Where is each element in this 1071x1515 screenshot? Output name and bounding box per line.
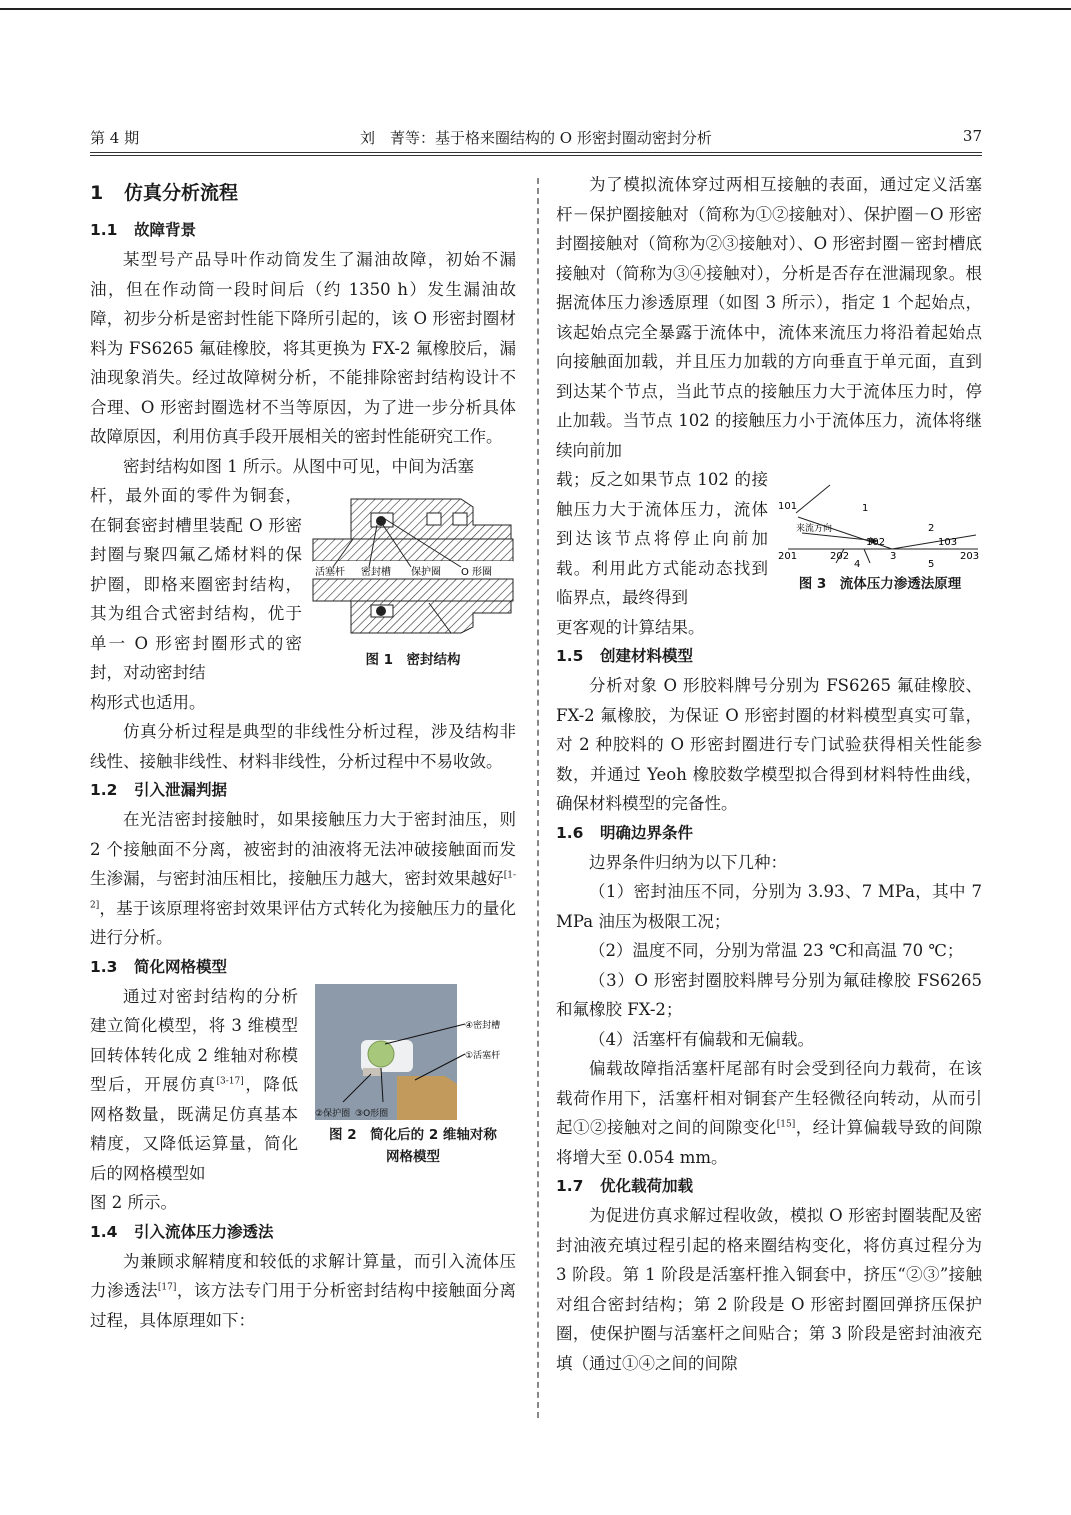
subsection-heading-1-7: 1.7 优化载荷加载 <box>556 1177 694 1195</box>
fluid-penetration-diagram <box>778 475 982 569</box>
paragraph-fluid-penetration: 为兼顾求解精度和较低的求解计算量，而引入流体压力渗透法[17]，该方法专门用于分析密封结构中接触面分离过程，具体原理如下： <box>90 1251 517 1330</box>
svg-text:1: 1 <box>862 503 869 514</box>
svg-text:201: 201 <box>778 551 798 562</box>
fig1-label-o-ring: O 形圈 <box>461 567 493 578</box>
svg-text:203: 203 <box>960 551 980 562</box>
subsection-heading-1-2: 1.2 引入泄漏判据 <box>90 781 228 799</box>
subsection-heading-1-3: 1.3 简化网格模型 <box>90 957 228 976</box>
fig1-label-guard-ring: 保护圈 <box>411 567 441 578</box>
seal-structure-diagram <box>311 495 515 635</box>
list-item-4: （4）活塞杆有偏载和无偏载。 <box>589 1029 814 1049</box>
paragraph-boundary-intro: 边界条件归纳为以下几种： <box>589 852 787 872</box>
svg-text:202: 202 <box>830 551 850 562</box>
paragraph-contact-pairs-end: 更客观的计算结果。 <box>556 617 705 637</box>
running-title: 刘 菁等：基于格来圈结构的 O 形密封圈动密封分析 <box>360 129 712 147</box>
column-divider <box>537 178 539 1418</box>
figure-1 <box>310 495 516 671</box>
citation: [3-17] <box>216 1076 244 1087</box>
figure1-wrap <box>90 481 516 688</box>
fig2-label-seal-groove: ④密封槽 <box>465 1020 501 1031</box>
svg-text:102: 102 <box>866 537 886 548</box>
svg-text:3: 3 <box>890 551 897 562</box>
subsection-heading-1-4: 1.4 引入流体压力渗透法 <box>90 1222 274 1241</box>
svg-text:来流方向: 来流方向 <box>796 524 833 534</box>
fig1-label-piston-rod: 活塞杆 <box>315 567 345 578</box>
left-column <box>90 170 516 1335</box>
paragraph-contact-pairs: 为了模拟流体穿过两相互接触的表面，通过定义活塞杆－保护圈接触对（简称为①②接触对）、保护圈－O 形密封圈接触对（简称为②③接触对）、O 形密封圈－密封槽底接触对（简称为③④接触对），分析是否存在泄漏现象。根据流体压力渗透原理（如图 3 所示），指定 1 个起始点，该起始点完全暴露于流体中，流体来流压力将沿着起始点向接触面加载，并且压力加载的方向垂直于单元面，直到到达某个节点，当此节点的接触压力大于流体压力时，停止加载。当节点 102 的接触压力小于流体压力，流体将继续向前加 <box>556 175 982 460</box>
figure-2 <box>310 984 516 1168</box>
paragraph-mesh-model-end: 图 2 所示。 <box>90 1193 177 1212</box>
paragraph-mesh-model: 通过对密封结构的分析建立简化模型，将 3 维模型回转体转化成 2 维轴对称模型后，开展仿真[3-17]，降低网格数量，既满足仿真基本精度，又降低运算量，简化后的网格模型如 <box>90 986 299 1183</box>
svg-text:103: 103 <box>938 537 958 548</box>
paragraph-load-stages: 为促进仿真求解过程收敛，模拟 O 形密封圈装配及密封油液充填过程引起的格来圈结构变化，将仿真过程分为 3 阶段。第 1 阶段是活塞杆推入铜套中，挤压“②③”接触对组合密封结构；第 2 阶段是 O 形密封圈回弹挤压保护圈，使保护圈与活塞杆之间贴合；第 3 阶段是密封油液充填（通过①④之间的间隙 <box>556 1206 982 1373</box>
citation: [17] <box>157 1282 177 1293</box>
figure2-wrap <box>90 982 516 1189</box>
figure-1-caption: 图 1 密封结构 <box>365 652 461 668</box>
subsection-heading-1-6: 1.6 明确边界条件 <box>556 823 694 842</box>
fig2-label-piston-rod: ①活塞杆 <box>465 1050 501 1061</box>
top-border <box>0 8 1071 10</box>
citation: [1-2] <box>90 870 516 910</box>
paragraph-leak-criterion: 在光洁密封接触时，如果接触压力大于密封油压，则 2 个接触面不分离，被密封的油液将无法冲破接触面而发生渗漏，与密封油压相比，接触压力越大，密封效果越好[1-2]，基于该原理将密封效果评估方式转化为接触压力的量化进行分析。 <box>90 810 516 947</box>
list-item-3: （3）O 形密封圈胶料牌号分别为氟硅橡胶 FS6265 和氟橡胶 FX-2； <box>556 970 982 1019</box>
page-header <box>90 127 982 153</box>
svg-text:4: 4 <box>854 559 861 569</box>
subsection-heading-1-1: 1.1 故障背景 <box>90 221 197 239</box>
svg-text:5: 5 <box>928 559 935 569</box>
list-item-2: （2）温度不同，分别为常温 23 ℃和高温 70 ℃； <box>589 941 964 960</box>
fig1-label-seal-groove: 密封槽 <box>361 567 391 578</box>
paragraph-seal-structure-end: 构形式也适用。 <box>90 692 206 712</box>
figure-2-caption: 图 2 简化后的 2 维轴对称 网格模型 <box>329 1126 497 1165</box>
figure-3-caption: 图 3 流体压力渗透法原理 <box>798 576 962 592</box>
list-item-1: （1）密封油压不同，分别为 3.93、7 MPa，其中 7 MPa 油压为极限工况； <box>556 882 982 931</box>
mesh-model-image <box>315 984 511 1120</box>
paragraph-material-model: 分析对象 O 形胶料牌号分别为 FS6265 氟硅橡胶、FX-2 氟橡胶，为保证 O 形密封圈的材料模型真实可靠，对 2 种胶料的 O 形密封圈进行专门试验获得相关性能参数，并通过 Yeoh 橡胶数学模型拟合得到材料特性曲线，确保材料模型的完备性。 <box>556 676 982 813</box>
header-rule-2 <box>90 155 982 156</box>
paragraph-seal-structure-wrap: 杆，最外面的零件为铜套，在铜套密封槽里装配 O 形密封圈与聚四氟乙烯材料的保护圈，即格来圈密封结构，其为组合式密封结构，优于单一 O 形密封圈形式的密封，对动密封结 <box>90 486 302 682</box>
fig2-label-o-ring: ③O形圈 <box>355 1108 389 1119</box>
paragraph-nonlinear: 仿真分析过程是典型的非线性分析过程，涉及结构非线性、接触非线性、材料非线性，分析过程中不易收敛。 <box>90 722 516 771</box>
section-heading-1: 1 仿真分析流程 <box>90 182 239 204</box>
fig2-label-guard-ring: ②保护圈 <box>315 1108 351 1119</box>
paragraph-seal-structure-start: 密封结构如图 1 所示。从图中可见，中间为活塞 <box>123 456 474 476</box>
svg-text:101: 101 <box>778 501 798 512</box>
citation: [15] <box>776 1119 796 1130</box>
paragraph-eccentric-load: 偏载故障指活塞杆尾部有时会受到径向力载荷，在该载荷作用下，活塞杆相对铜套产生轻微径向转动，从而引起①②接触对之间的间隙变化[15]，经计算偏载导致的间隙将增大至 0.054 mm。 <box>556 1059 983 1167</box>
page-number: 37 <box>962 127 982 145</box>
right-column <box>556 170 982 1378</box>
svg-text:2: 2 <box>928 523 935 534</box>
figure3-wrap <box>556 465 982 613</box>
paragraph-contact-pairs-wrap: 载；反之如果节点 102 的接触压力大于流体压力，流体到达该节点将停止向前加载。利用此方式能动态找到临界点，最终得到 <box>556 470 768 607</box>
header-rule <box>90 152 982 153</box>
issue-label: 第 4 期 <box>90 129 140 147</box>
subsection-heading-1-5: 1.5 创建材料模型 <box>556 647 694 665</box>
paragraph-fault-background: 某型号产品导叶作动筒发生了漏油故障，初始不漏油，但在作动筒一段时间后（约 1350 h）发生漏油故障，初步分析是密封性能下降所引起的，该 O 形密封圈材料为 FS6265 氟硅橡胶，将其更换为 FX-2 氟橡胶后，漏油现象消失。经过故障树分析，不能排除密封结构设计不合理、O 形密封圈选材不当等原因，为了进一步分析具体故障原因，利用仿真手段开展相关的密封性能研究工作。 <box>90 250 516 446</box>
figure-3 <box>778 475 982 595</box>
